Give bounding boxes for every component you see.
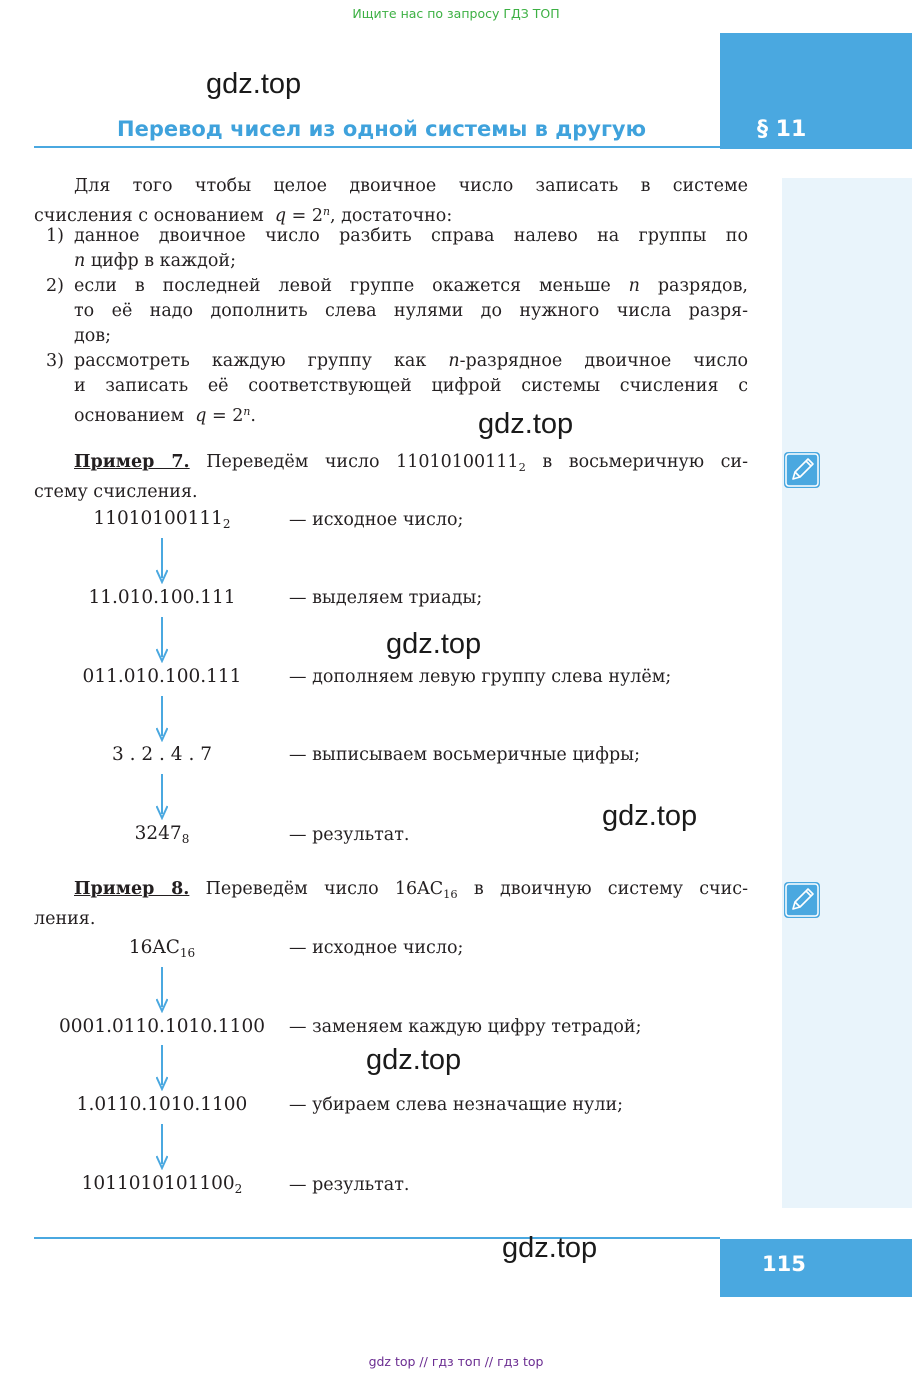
down-arrow-icon [156,1124,168,1170]
example-8-value: $16AC_{16}$ [128,937,196,961]
title-divider [34,146,720,148]
list-item: 2) если в последней левой группе окажется меньше n разрядов, то её надо дополнить слева нулями до нужного числа разря- дов; [46,276,748,346]
bottom-links[interactable]: gdz top // гдз топ // гдз top [368,1354,544,1369]
example-8-step: — убираем слева незначащие нули; [289,1095,624,1115]
intro-line: Для того чтобы целое двоичное число записать в системе [74,176,748,196]
example-7-value: $3247_8$ [134,823,190,847]
example-7-value: 11.010.100.111 [88,587,236,608]
intro-line: счисления с основанием $q = 2^n$, достаточно: [34,205,453,226]
watermark: gdz.top [386,628,482,660]
example-8-value: 1.0110.1010.1100 [76,1094,248,1115]
section-number: § 11 [757,117,807,142]
list-item: 1) данное двоичное число разбить справа налево на группы по n цифр в каждой; [46,226,748,271]
example-8-step: — исходное число; [289,938,464,958]
margin-strip [782,178,912,1208]
pencil-icon [784,882,820,918]
down-arrow-icon [156,696,168,742]
page-number-tab [720,1239,912,1297]
watermark: gdz.top [502,1232,598,1264]
example-7-heading: Пример 7. Переведём число $11010100111_2$ в восьмеричную си- стему счисления. [34,452,748,502]
page-title: Перевод чисел из одной системы в другую [117,117,647,141]
example-7-step: — выделяем триады; [289,588,483,608]
example-7-step: — результат. [289,825,410,845]
down-arrow-icon [156,967,168,1013]
example-8-heading: Пример 8. Переведём число $16AC_{16}$ в двоичную систему счис- ления. [34,879,748,929]
example-7-step: — исходное число; [289,510,464,530]
top-search-banner[interactable]: Ищите нас по запросу ГДЗ ТОП [352,6,560,21]
example-8-value: $1011010101100_2$ [81,1173,243,1197]
section-tab [720,33,912,149]
down-arrow-icon [156,774,168,820]
example-8-step: — заменяем каждую цифру тетрадой; [289,1017,642,1037]
page-number: 115 [762,1252,806,1276]
watermark: gdz.top [478,408,574,440]
example-8-step: — результат. [289,1175,410,1195]
down-arrow-icon [156,617,168,663]
intro-paragraph [34,174,748,229]
watermark: gdz.top [206,68,302,100]
example-8-value: 0001.0110.1010.1100 [59,1016,265,1037]
example-7-value: 3 . 2 . 4 . 7 [111,744,212,765]
example-7-value: $11010100111_2$ [93,508,231,532]
example-7-value: 011.010.100.111 [82,666,242,687]
list-item: 3) рассмотреть каждую группу как n-разрядное двоичное число и записать её соответствующей цифрой системы счисления с основанием $q = 2^n$. [46,351,748,426]
footer-divider [34,1237,720,1239]
watermark: gdz.top [366,1044,462,1076]
pencil-icon [784,452,820,488]
example-7-step: — выписываем восьмеричные цифры; [289,745,640,765]
watermark: gdz.top [602,800,698,832]
example-8-label: Пример 8. [74,879,190,899]
example-7-label: Пример 7. [74,452,190,472]
down-arrow-icon [156,1045,168,1091]
example-7-step: — дополняем левую группу слева нулём; [289,667,672,687]
down-arrow-icon [156,538,168,584]
steps-list [34,224,748,429]
